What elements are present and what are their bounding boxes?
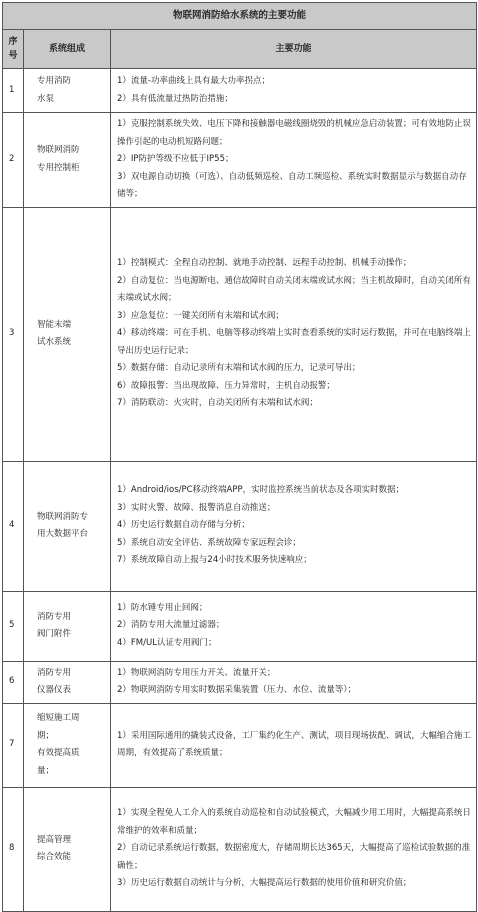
function-cell — [111, 661, 477, 703]
function-item: 1）控制模式：全程自动控制、就地手动控制、远程手动控制、机械手动操作； — [117, 258, 412, 269]
system-component: 物联网消防专 用大数据平台 — [37, 511, 89, 539]
function-item: 7）系统故障自动上报与24小时技术服务快速响应； — [117, 555, 312, 566]
function-item: 4）FM/UL认证专用阀门； — [117, 637, 217, 648]
system-component: 专用消防 水泵 — [37, 76, 72, 104]
system-component-cell — [24, 787, 111, 911]
function-item: 5）数据存储：自动记录所有末端和试水阀的压力，记录可导出； — [117, 363, 361, 374]
header-component: 系统组成 — [24, 30, 111, 69]
function-item: 7）消防联动：火灾时，自动关闭所有末端和试水阀； — [117, 398, 318, 409]
table-row — [3, 207, 477, 461]
table-body — [3, 69, 477, 912]
system-component-cell — [24, 591, 111, 661]
function-cell — [111, 787, 477, 911]
function-item: 1）克服控制系统失效、电压下降和接触器电磁线圈烧毁的机械应急启动装置；可有效地防止误操作引起的电动机短路问题； — [117, 119, 471, 147]
function-item: 3）应急复位：一键关闭所有末端和试水阀； — [117, 310, 284, 321]
function-item: 2）消防专用大流量过滤器； — [117, 620, 225, 631]
system-component-cell — [24, 703, 111, 787]
system-component: 消防专用 仪器仪表 — [37, 667, 72, 695]
function-cell — [111, 591, 477, 661]
function-item: 4）历史运行数据自动存储与分析； — [117, 520, 250, 531]
system-component: 缩短施工周 期； 有效提高质 量； — [37, 713, 80, 776]
table-title: 物联网消防给水系统的主要功能 — [3, 3, 477, 30]
row-number: 2 — [3, 113, 24, 208]
document — [2, 2, 476, 912]
function-item: 2）自动记录系统运行数据，数据密度大，存储周期长达365天，大幅提高了巡检试验数据的准确性； — [117, 843, 471, 871]
row-number: 1 — [3, 69, 24, 113]
system-component: 提高管理 综合效能 — [37, 834, 72, 862]
function-item: 2）自动复位：当电源断电、通信故障时自动关闭末端或试水阀；当主机故障时，自动关闭所有末端或试水阀； — [117, 275, 471, 304]
system-component: 智能末端 试水系统 — [37, 319, 72, 347]
function-item: 2）具有低流量过热防治措施； — [117, 93, 233, 104]
system-component: 消防专用 阀门附件 — [37, 611, 72, 639]
row-number: 5 — [3, 591, 24, 661]
system-component-cell — [24, 661, 111, 703]
function-item: 1）防水锤专用止回阀； — [117, 602, 208, 613]
system-component-cell — [24, 69, 111, 113]
table-row — [3, 461, 477, 591]
row-number: 7 — [3, 703, 24, 787]
table-row — [3, 113, 477, 208]
header-no: 序 号 — [3, 30, 24, 69]
function-cell — [111, 703, 477, 787]
function-item: 2）物联网消防专用实时数据采集装置（压力、水位、流量等）； — [117, 685, 357, 695]
function-item: 3）历史运行数据自动统计与分析，大幅提高运行数据的使用价值和研究价值； — [117, 878, 412, 889]
function-item: 3）双电源自动切换（可选）、自动低频巡检、自动工频巡检、系统实时数据显示与数据自动存储等； — [117, 171, 467, 199]
function-cell — [111, 461, 477, 591]
table-row — [3, 591, 477, 661]
table-row — [3, 661, 477, 703]
function-cell — [111, 113, 477, 208]
row-number: 6 — [3, 661, 24, 703]
function-cell — [111, 207, 477, 461]
header-function: 主要功能 — [111, 30, 477, 69]
table-row — [3, 787, 477, 911]
table-row — [3, 69, 477, 113]
function-table — [2, 2, 477, 912]
table-header-row — [3, 30, 477, 69]
system-component-cell — [24, 461, 111, 591]
function-item: 1）Android/ios/PC移动终端APP，实时监控系统当前状态及各项实时数据； — [117, 485, 405, 496]
function-item: 1）采用国际通用的撬装式设备，工厂集约化生产、测试，项目现场拔配、调试，大幅缩合施工周期，有效提高了系统质量； — [117, 730, 471, 758]
function-item: 3）实时火警、故障、报警消息自动推送； — [117, 502, 276, 513]
table-row — [3, 703, 477, 787]
system-component-cell — [24, 207, 111, 461]
function-item: 1）实现全程免人工介入的系统自动巡检和自动试验模式，大幅减少用工用时，大幅提高系统日常维护的效率和质量； — [117, 808, 471, 836]
row-number: 3 — [3, 207, 24, 461]
function-item: 4）移动终端：可在手机、电脑等移动终端上实时查看系统的实时运行数据，并可在电脑终端上导出历史运行记录； — [117, 328, 471, 356]
system-component-cell — [24, 113, 111, 208]
function-item: 1）流量-功率曲线上具有最大功率拐点； — [117, 76, 270, 86]
function-cell — [111, 69, 477, 113]
row-number: 8 — [3, 787, 24, 911]
row-number: 4 — [3, 461, 24, 591]
function-item: 6）故障报警：当出现故障、压力异常时，主机自动报警； — [117, 380, 335, 391]
system-component: 物联网消防 专用控制柜 — [37, 145, 80, 173]
function-item: 1）物联网消防专用压力开关、流量开关； — [117, 667, 276, 678]
function-item: 5）系统自动安全评估、系统故障专家远程会诊； — [117, 537, 301, 548]
function-item: 2）IP防护等级不应低于IP55； — [117, 154, 234, 164]
